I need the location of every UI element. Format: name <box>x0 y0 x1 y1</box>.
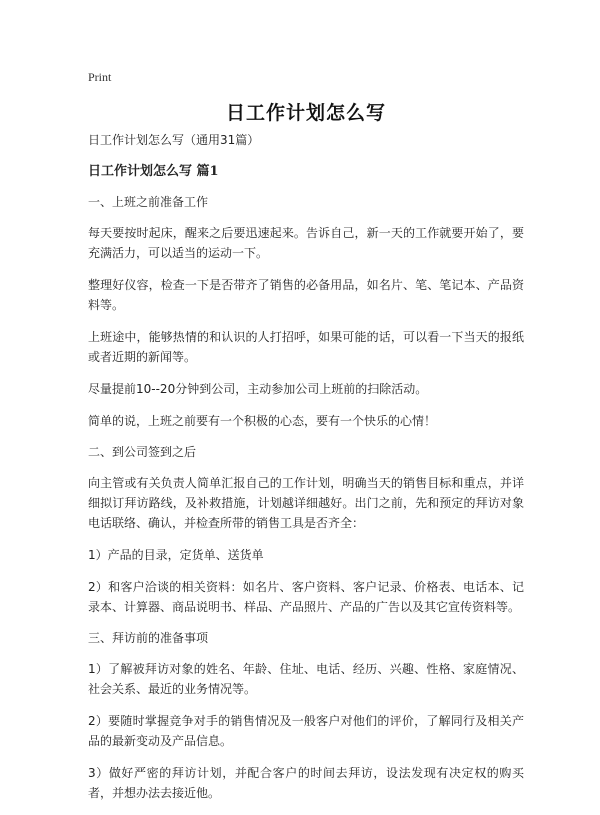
list-item: 3）做好严密的拜访计划，并配合客户的时间去拜访，设法发现有决定权的购买者，并想办法去接近他。 <box>88 766 524 800</box>
paragraph: 上班途中，能够热情的和认识的人打招呼，如果可能的话，可以看一下当天的报纸或者近期的新闻等。 <box>88 330 524 364</box>
paragraph: 尽量提前10--20分钟到公司，主动参加公司上班前的扫除活动。 <box>88 382 428 396</box>
paragraph: 向主管或有关负责人简单汇报自己的工作计划，明确当天的销售目标和重点，并详细拟订拜访路线，及补救措施，计划越详细越好。出门之前，先和预定的拜访对象电话联络、确认，并检查所带的销售工具是否齐全： <box>88 476 524 530</box>
document-body <box>88 131 524 815</box>
section-heading-1: 一、上班之前准备工作 <box>88 195 209 209</box>
paragraph: 整理好仪容，检查一下是否带齐了销售的必备用品，如名片、笔、笔记本、产品资料等。 <box>88 278 524 312</box>
list-item: 1）了解被拜访对象的姓名、年龄、住址、电话、经历、兴趣、性格、家庭情况、社会关系、最近的业务情况等。 <box>88 662 524 696</box>
article-title: 日工作计划怎么写 篇1 <box>88 164 219 179</box>
section-heading-2: 二、到公司签到之后 <box>88 445 197 459</box>
list-item: 2）要随时掌握竞争对手的销售情况及一般客户对他们的评价，了解同行及相关产品的最新变动及产品信息。 <box>88 714 524 748</box>
list-item: 1）产品的目录，定货单、送货单 <box>88 548 264 562</box>
document-subtitle: 日工作计划怎么写（通用31篇） <box>88 133 260 147</box>
document-title: 日工作计划怎么写 <box>225 102 386 124</box>
paragraph: 每天要按时起床，醒来之后要迅速起来。告诉自己，新一天的工作就要开始了，要充满活力，可以适当的运动一下。 <box>88 226 524 260</box>
paragraph: 简单的说，上班之前要有一个积极的心态，要有一个快乐的心情！ <box>88 414 437 428</box>
print-label[interactable]: Print <box>88 70 112 84</box>
list-item: 2）和客户洽谈的相关资料：如名片、客户资料、客户记录、价格表、电话本、记录本、计算器、商品说明书、样品、产品照片、产品的广告以及其它宣传资料等。 <box>88 580 524 614</box>
section-heading-3: 三、拜访前的准备事项 <box>88 631 209 645</box>
